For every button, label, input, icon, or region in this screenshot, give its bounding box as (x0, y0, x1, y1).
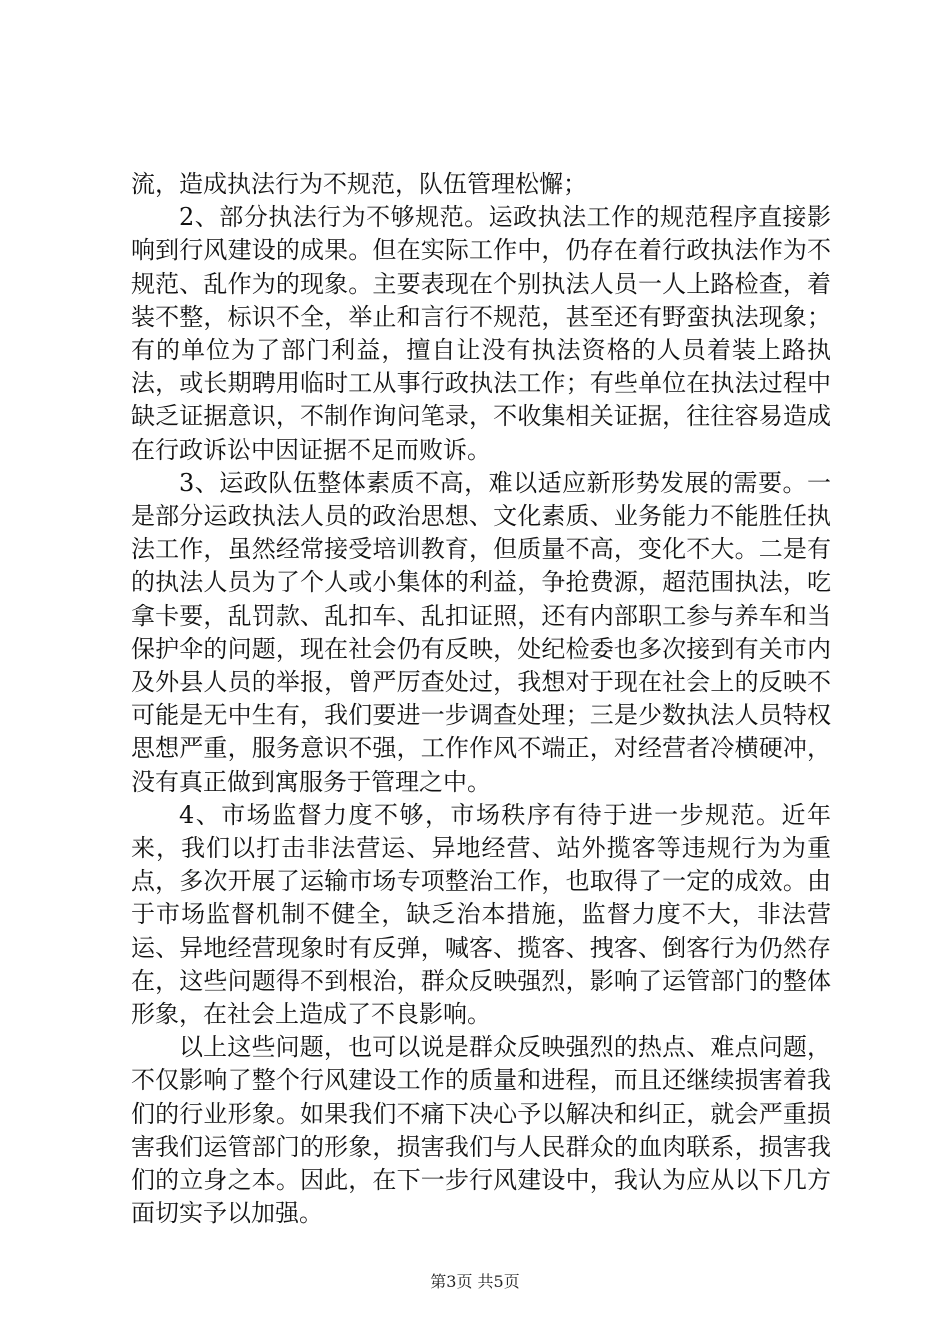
paragraph-item-2: 2、部分执法行为不够规范。运政执法工作的规范程序直接影响到行风建设的成果。但在实际工作中，仍存在着行政执法作为不规范、乱作为的现象。主要表现在个别执法人员一人上路检查，着装不整，标识不全，举止和言行不规范，甚至还有野蛮执法现象；有的单位为了部门利益，擅自让没有执法资格的人员着装上路执法，或长期聘用临时工从事行政执法工作；有些单位在执法过程中缺乏证据意识，不制作询问笔录，不收集相关证据，往往容易造成在行政诉讼中因证据不足而败诉。 (131, 203, 831, 464)
paragraph-continuation: 流，造成执法行为不规范，队伍管理松懈； (131, 170, 587, 198)
paragraph-summary: 以上这些问题，也可以说是群众反映强烈的热点、难点问题，不仅影响了整个行风建设工作的质量和进程，而且还继续损害着我们的行业形象。如果我们不痛下决心予以解决和纠正，就会严重损害我们运管部门的形象，损害我们与人民群众的血肉联系，损害我们的立身之本。因此，在下一步行风建设中，我认为应从以下几方面切实予以加强。 (131, 1033, 831, 1228)
paragraph-item-3: 3、运政队伍整体素质不高，难以适应新形势发展的需要。一是部分运政执法人员的政治思想、文化素质、业务能力不能胜任执法工作，虽然经常接受培训教育，但质量不高，变化不大。二是有的执法人员为了个人或小集体的利益，争抢费源，超范围执法，吃拿卡要，乱罚款、乱扣车、乱扣证照，还有内部职工参与养车和当保护伞的问题，现在社会仍有反映，处纪检委也多次接到有关市内及外县人员的举报，曾严厉查处过，我想对于现在社会上的反映不可能是无中生有，我们要进一步调查处理；三是少数执法人员特权思想严重，服务意识不强，工作作风不端正，对经营者冷横硬冲，没有真正做到寓服务于管理之中。 (131, 468, 831, 796)
page-number-footer: 第3页 共5页 (430, 1272, 520, 1291)
document-body (131, 168, 831, 1231)
paragraph-item-4: 4、市场监督力度不够，市场秩序有待于进一步规范。近年来，我们以打击非法营运、异地经营、站外揽客等违规行为为重点，多次开展了运输市场专项整治工作，也取得了一定的成效。由于市场监督机制不健全，缺乏治本措施，监督力度不大，非法营运、异地经营现象时有反弹，喊客、揽客、拽客、倒客行为仍然存在，这些问题得不到根治，群众反映强烈，影响了运管部门的整体形象，在社会上造成了不良影响。 (131, 800, 831, 1029)
